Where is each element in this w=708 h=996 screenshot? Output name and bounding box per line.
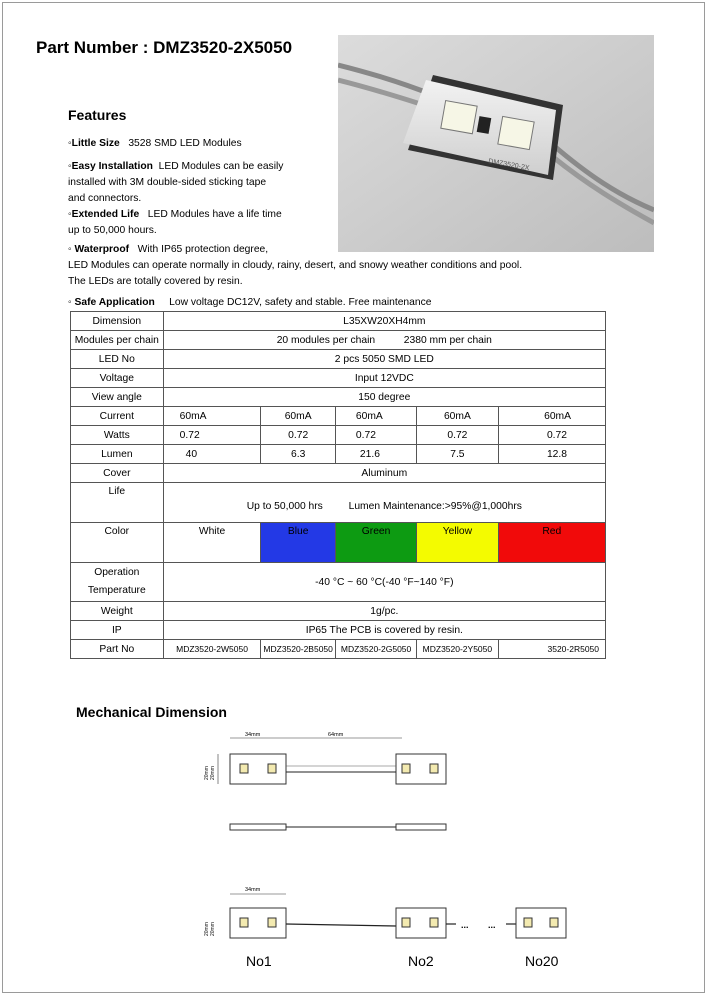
life-hours: Up to 50,000 hrs xyxy=(246,501,323,512)
height-label: 20mm xyxy=(210,922,216,936)
spec-label xyxy=(71,563,164,602)
mechanical-heading: Mechanical Dimension xyxy=(76,704,227,720)
feature-title: Safe Application xyxy=(74,297,155,308)
spec-label-line: Temperature xyxy=(87,585,146,596)
product-photo xyxy=(338,35,654,252)
feature-text: With IP65 protection degree, xyxy=(137,244,269,255)
module-label-no1: No1 xyxy=(246,953,272,969)
color-swatch-white: White xyxy=(163,523,261,563)
spec-label: Dimension xyxy=(71,312,164,331)
feature-line: installed with 3M double-sided sticking tape xyxy=(68,177,267,188)
spec-label: Color xyxy=(71,523,164,563)
feature-text: Low voltage DC12V, safety and stable. Free maintenance xyxy=(169,297,432,308)
ellipsis: ... xyxy=(461,920,469,930)
module-outline xyxy=(230,908,286,938)
feature-easy-installation: ◦Easy Installation LED Modules can be easily installed with 3M double-sided sticking tape and connectors. xyxy=(68,159,283,207)
feature-text: LED Modules have a life time xyxy=(147,209,282,220)
feature-text: 3528 SMD LED Modules xyxy=(128,138,242,149)
color-swatch-red: Red xyxy=(498,523,605,563)
spec-label: Lumen xyxy=(71,445,164,464)
feature-safe-application: ◦ Safe Application Low voltage DC12V, safety and stable. Free maintenance xyxy=(68,297,432,308)
feature-line: and connectors. xyxy=(68,193,142,204)
spec-value: MDZ3520-2Y5050 xyxy=(417,640,498,659)
spec-table xyxy=(70,311,606,659)
spec-row-ip xyxy=(71,621,606,640)
led-chip xyxy=(268,764,276,773)
feature-little-size: ◦Little Size 3528 SMD LED Modules xyxy=(68,138,242,149)
spec-label: IP xyxy=(71,621,164,640)
spec-row-life xyxy=(71,483,606,523)
module-outline xyxy=(230,754,286,784)
spec-value: 40 xyxy=(163,445,261,464)
feature-extended-life: ◦Extended Life LED Modules have a life time up to 50,000 hours. xyxy=(68,207,282,239)
spec-value: 12.8 xyxy=(498,445,605,464)
spec-row-part-no xyxy=(71,640,606,659)
page-title: Part Number : DMZ3520-2X5050 xyxy=(36,38,293,57)
spacing-label: 64mm xyxy=(328,732,344,738)
spec-label: Weight xyxy=(71,602,164,621)
spec-value: 3520-2R5050 xyxy=(498,640,605,659)
feature-title: Waterproof xyxy=(74,244,130,255)
spec-value: 6.3 xyxy=(261,445,335,464)
height-label: 20mm xyxy=(210,766,216,780)
spec-row-lumen xyxy=(71,445,606,464)
spec-value: L35XW20XH4mm xyxy=(163,312,605,331)
height-label: 20mm xyxy=(204,922,210,936)
spec-label: Watts xyxy=(71,426,164,445)
feature-line: up to 50,000 hours. xyxy=(68,225,157,236)
spec-value: 0.72 xyxy=(335,426,416,445)
spec-row-led-no xyxy=(71,350,606,369)
spec-row-cover xyxy=(71,464,606,483)
height-label: 20mm xyxy=(204,766,210,780)
spec-value: MDZ3520-2B5050 xyxy=(261,640,335,659)
side-view xyxy=(396,824,446,830)
spec-value: IP65 The PCB is covered by resin. xyxy=(163,621,605,640)
spec-label: Modules per chain xyxy=(71,331,164,350)
led-chip xyxy=(240,764,248,773)
spec-value: 0.72 xyxy=(417,426,498,445)
spec-value: 60mA xyxy=(163,407,261,426)
spec-row-weight xyxy=(71,602,606,621)
chain-length: 2380 mm per chain xyxy=(403,334,492,346)
feature-title: Little Size xyxy=(71,138,120,149)
spec-row-current xyxy=(71,407,606,426)
feature-line: LED Modules can operate normally in cloudy, rainy, desert, and snowy weather conditions and pool. xyxy=(68,260,523,271)
spec-row-dimension xyxy=(71,312,606,331)
spec-value: Aluminum xyxy=(163,464,605,483)
spec-value: 60mA xyxy=(498,407,605,426)
ellipsis: ... xyxy=(488,920,496,930)
spec-value: 60mA xyxy=(417,407,498,426)
modules-count: 20 modules per chain xyxy=(276,334,376,346)
spec-label: Part No xyxy=(71,640,164,659)
spec-value: -40 °C ~ 60 °C(-40 °F~140 °F) xyxy=(163,563,605,602)
spec-value: 7.5 xyxy=(417,445,498,464)
spec-label: View angle xyxy=(71,388,164,407)
spec-row-operation xyxy=(71,563,606,602)
spec-label: Life xyxy=(71,483,164,523)
feature-line: The LEDs are totally covered by resin. xyxy=(68,276,243,287)
spec-value: 21.6 xyxy=(335,445,416,464)
side-view xyxy=(230,824,286,830)
spec-value: 60mA xyxy=(335,407,416,426)
photo-label: DMZ3520-2X xyxy=(487,158,530,173)
spec-value xyxy=(163,483,605,523)
feature-waterproof: ◦ Waterproof With IP65 protection degree, LED Modules can operate normally in cloudy, rainy, desert, and snowy weather conditions and pool. The LEDs are totally covered by resin. xyxy=(68,242,522,290)
led-chip xyxy=(402,764,410,773)
feature-text: LED Modules can be easily xyxy=(158,161,284,172)
spec-value: 0.72 xyxy=(163,426,261,445)
spec-value xyxy=(163,331,605,350)
spec-label: LED No xyxy=(71,350,164,369)
width-label: 34mm xyxy=(245,887,261,893)
spec-value: 60mA xyxy=(261,407,335,426)
spec-value: MDZ3520-2G5050 xyxy=(335,640,416,659)
color-swatch-blue: Blue xyxy=(261,523,335,563)
color-swatch-green: Green xyxy=(335,523,416,563)
width-label: 34mm xyxy=(245,732,261,738)
spec-value: 2 pcs 5050 SMD LED xyxy=(163,350,605,369)
feature-title: Extended Life xyxy=(71,209,140,220)
spec-row-view-angle xyxy=(71,388,606,407)
spec-value: 0.72 xyxy=(498,426,605,445)
spec-value: 0.72 xyxy=(261,426,335,445)
spec-value: 150 degree xyxy=(163,388,605,407)
spec-row-color xyxy=(71,523,606,563)
feature-title: Easy Installation xyxy=(71,161,153,172)
spec-label: Cover xyxy=(71,464,164,483)
spec-value: Input 12VDC xyxy=(163,369,605,388)
module-label-no20: No20 xyxy=(525,953,559,969)
color-swatch-yellow: Yellow xyxy=(417,523,498,563)
spec-label: Voltage xyxy=(71,369,164,388)
spec-label: Current xyxy=(71,407,164,426)
features-heading: Features xyxy=(68,107,127,123)
spec-value: 1g/pc. xyxy=(163,602,605,621)
mechanical-drawing xyxy=(200,728,630,978)
spec-label-line: Operation xyxy=(94,567,140,578)
spec-row-modules xyxy=(71,331,606,350)
led-chip xyxy=(430,764,438,773)
spec-row-voltage xyxy=(71,369,606,388)
spec-value: MDZ3520-2W5050 xyxy=(163,640,261,659)
spec-row-watts xyxy=(71,426,606,445)
lumen-maintenance: Lumen Maintenance:>95%@1,000hrs xyxy=(348,501,522,512)
module-label-no2: No2 xyxy=(408,953,434,969)
